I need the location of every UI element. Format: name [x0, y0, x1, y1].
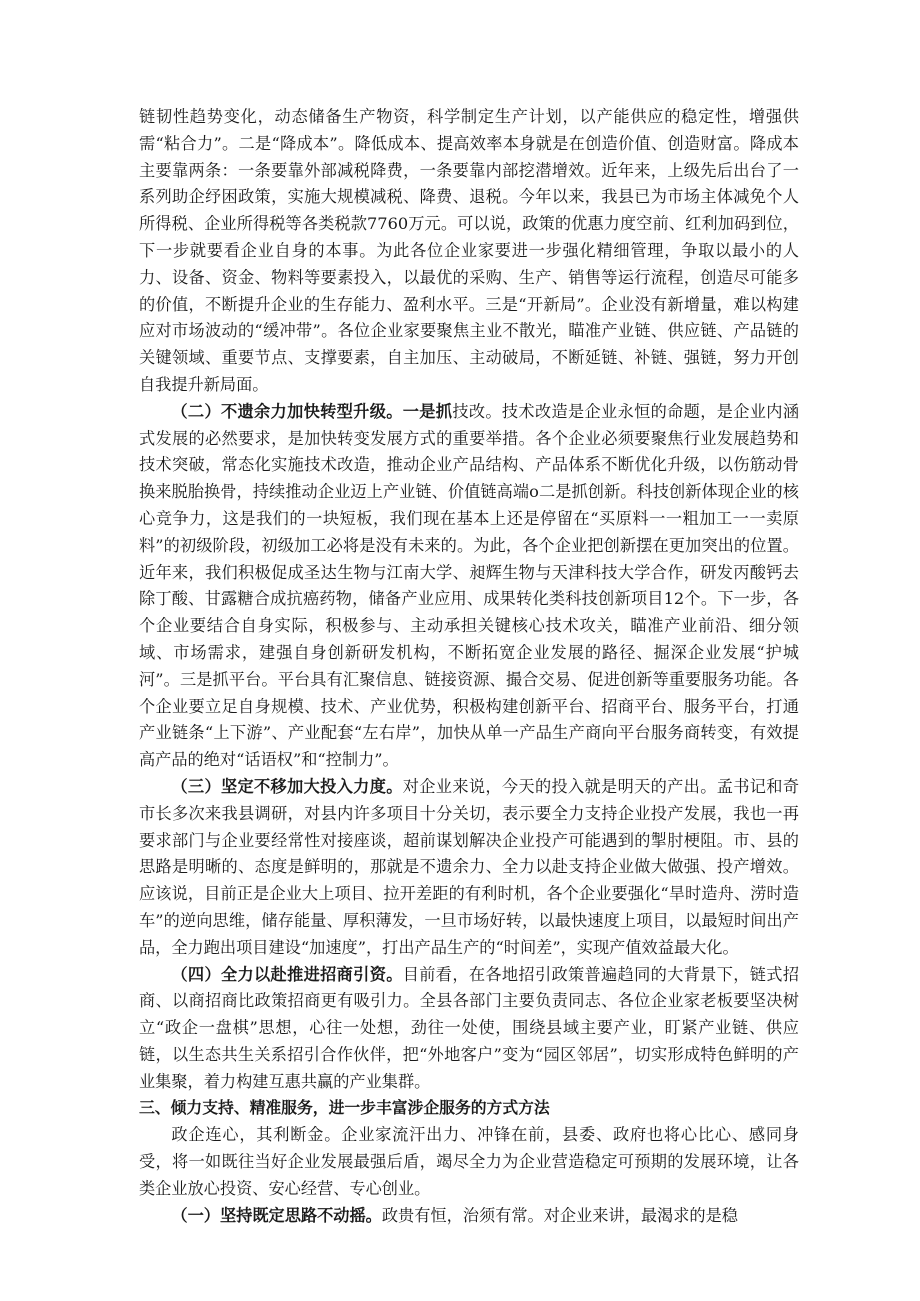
paragraph-text: 对企业来说，今天的投入就是明天的产出。孟书记和奇市长多次来我县调研，对县内许多项目十分关切，表示要全力支持企业投产发展，我也一再要求部门与企业要经常性对接座谈，超前谋划解决企业投产可能遇到的掣肘梗阻。市、县的思路是明晰的、态度是鲜明的，那就是不遗余力、全力以赴支持企业做大做强、投产增效。应该说，目前正是企业大上项目、拉开差距的有利时机，各个企业要强化“旱时造舟、涝时造车”的逆向思维，储存能量、厚积薄发，一旦市场好转，以最快速度上项目，以最短时间出产品，全力跑出项目建设“加速度”，打出产品生产的“时间差”，实现产值效益最大化。 [139, 776, 800, 957]
section-intro: 政企连心，其利断金。企业家流汗出力、冲锋在前，县委、政府也将心比心、感同身受，将一如既往当好企业发展最强后盾，竭尽全力为企业营造稳定可预期的发展环境，让各类企业放心投资、安心经营、专心创业。 [139, 1125, 799, 1198]
paragraph-text: 目前看，在各地招引政策普遍趋同的大背景下，链式招商、以商招商比政策招商更有吸引力。全县各部门主要负责同志、各位企业家老板要坚决树立“政企一盘棋”思想，心往一处想，劲往一处使，围绕县域主要产业，盯紧产业链、供应链，以生态共生关系招引合作伙伴，把“外地客户”变为“园区邻居”，切实形成特色鲜明的产业集聚，着力构建互惠共赢的产业集群。 [139, 964, 800, 1091]
paragraph-lead: （二）不遗余力加快转型升级。一是抓 [171, 401, 453, 421]
paragraph-lead: （三）坚定不移加大投入力度。 [171, 776, 403, 796]
paragraph-text: 链韧性趋势变化，动态储备生产物资，科学制定生产计划，以产能供应的稳定性，增强供需“粘合力”。二是“降成本”。降低成本、提高效率本身就是在创造价值、创造财富。降成本主要靠两条：一条要靠外部减税降费，一条要靠内部挖潜增效。近年来，上级先后出台了一系列助企纾困政策，实施大规模减税、降费、退税。今年以来，我县已为市场主体减免个人所得税、企业所得税等各类税款7760万元。可以说，政策的优惠力度空前、红利加码到位，下一步就要看企业自身的本事。为此各位企业家要进一步强化精细管理，争取以最小的人力、设备、资金、物料等要素投入，以最优的采购、生产、销售等运行流程，创造尽可能多的价值，不断提升企业的生存能力、盈利水平。三是“开新局”。企业没有新增量，难以构建应对市场波动的“缓冲带”。各位企业家要聚焦主业不散光，瞄准产业链、供应链、产品链的关键领域、重要节点、支撑要素，自主加压、主动破局，不断延链、补链、强链，努力开创自我提升新局面。 [139, 107, 799, 394]
paragraph-text: 政贵有恒，治须有常。对企业来讲，最渴求的是稳 [381, 1205, 738, 1225]
paragraph-steady-policy [139, 1203, 799, 1230]
paragraph-lead: （四）全力以赴推进招商引资。 [171, 964, 403, 984]
section-heading: 三、倾力支持、精准服务，进一步丰富涉企服务的方式方法 [139, 1098, 550, 1118]
paragraph-lead: （一）坚持既定思路不动摇。 [171, 1205, 382, 1225]
document-page [139, 104, 799, 1229]
paragraph-continuation [139, 104, 799, 399]
paragraph-investment [139, 774, 799, 962]
paragraph-investment-attraction [139, 962, 799, 1096]
paragraph-transformation [139, 399, 799, 774]
paragraph-text: 技改。技术改造是企业永恒的命题，是企业内涵式发展的必然要求，是加快转变发展方式的重要举措。各个企业必须要聚焦行业发展趋势和技术突破，常态化实施技术改造，推动企业产品结构、产品体系不断优化升级，以伤筋动骨换来脱胎换骨，持续推动企业迈上产业链、价值链高端o二是抓创新。科技创新体现企业的核心竞争力，这是我们的一块短板，我们现在基本上还是停留在“买原料一一粗加工一一卖原料”的初级阶段，初级加工必将是没有未来的。为此，各个企业把创新摆在更加突出的位置。近年来，我们积极促成圣达生物与江南大学、昶辉生物与天津科技大学合作，研发丙酸钙去除丁酸、甘露糖合成抗癌药物，储备产业应用、成果转化类科技创新项目12个。下一步，各个企业要结合自身实际，积极参与、主动承担关键核心技术攻关，瞄准产业前沿、细分领域、市场需求，建强自身创新研发机构，不断拓宽企业发展的路径、掘深企业发展“护城河”。三是抓平台。平台具有汇聚信息、链接资源、撮合交易、促进创新等重要服务功能。各个企业要立足自身规模、技术、产业优势，积极构建创新平台、招商平台、服务平台，打通产业链条“上下游”、产业配套“左右岸”，加快从单一产品生产商向平台服务商转变，有效提高产品的绝对“话语权”和“控制力”。 [139, 401, 800, 770]
